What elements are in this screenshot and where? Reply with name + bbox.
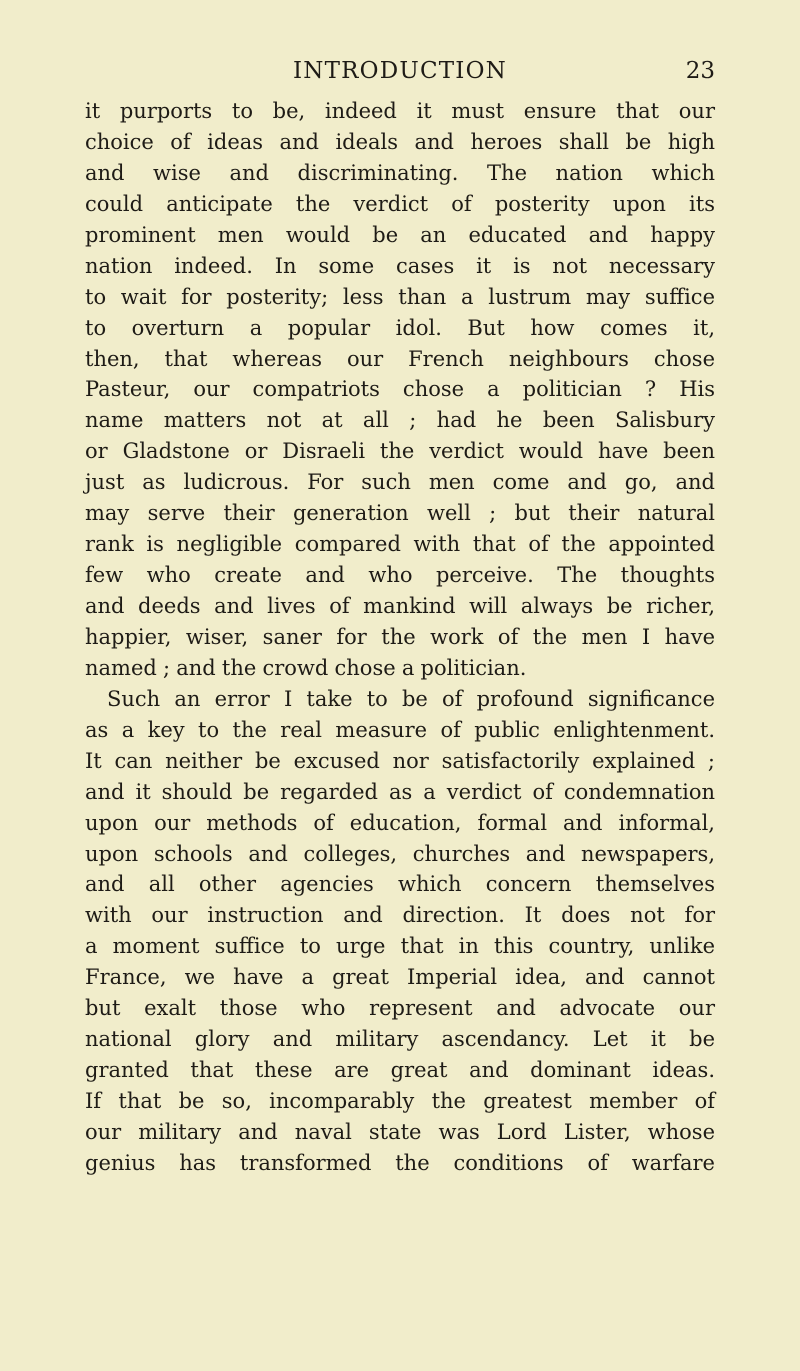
text-line: and deeds and lives of mankind will always be richer, <box>85 594 715 618</box>
text-line: genius has transformed the conditions of warfare <box>85 1150 715 1175</box>
text-line: nation indeed. In some cases it is not necessary <box>85 253 715 278</box>
paragraph-end-line: named ; and the crowd chose a politician. <box>85 655 527 680</box>
text-line: a moment suffice to urge that in this country, unlike <box>85 934 715 959</box>
body-text <box>85 96 715 1179</box>
text-line: upon schools and colleges, churches and newspapers, <box>85 841 715 866</box>
text-line: to wait for posterity; less than a lustrum may suffice <box>85 284 715 309</box>
text-line: as a key to the real measure of public enlightenment. <box>85 717 715 742</box>
page-number: 23 <box>685 58 715 84</box>
text-line: may serve their generation well ; but their natural <box>85 501 715 526</box>
text-line: rank is negligible compared with that of the appointed <box>85 532 715 557</box>
text-line: and wise and discriminating. The nation which <box>85 160 715 185</box>
text-line: name matters not at all ; had he been Salisbury <box>85 408 715 433</box>
text-line: happier, wiser, saner for the work of the men I have <box>85 624 715 649</box>
text-line: but exalt those who represent and advocate our <box>85 996 715 1021</box>
text-line: could anticipate the verdict of posterity upon its <box>85 191 715 216</box>
text-line: then, that whereas our French neighbours chose <box>85 346 715 371</box>
text-line: granted that these are great and dominant ideas. <box>85 1058 715 1083</box>
text-line: prominent men would be an educated and happy <box>85 222 715 247</box>
running-head: INTRODUCTION <box>293 58 507 84</box>
text-line: or Gladstone or Disraeli the verdict would have been <box>85 439 715 464</box>
text-line: few who create and who perceive. The thoughts <box>85 563 715 588</box>
text-line: our military and naval state was Lord Lister, whose <box>85 1119 715 1144</box>
text-line: just as ludicrous. For such men come and go, and <box>85 470 715 495</box>
text-line: and all other agencies which concern themselves <box>85 872 715 897</box>
text-line: and it should be regarded as a verdict of condemnation <box>85 779 715 804</box>
text-line: upon our methods of education, formal and informal, <box>85 810 715 835</box>
page-header <box>85 58 715 92</box>
text-line: choice of ideas and ideals and heroes shall be high <box>85 129 715 154</box>
text-line: If that be so, incomparably the greatest member of <box>85 1089 715 1113</box>
text-line: it purports to be, indeed it must ensure that our <box>85 99 715 123</box>
text-line: It can neither be excused nor satisfactorily explained ; <box>85 748 715 773</box>
paragraph-start-line: Such an error I take to be of profound significance <box>107 686 715 711</box>
text-line: national glory and military ascendancy. Let it be <box>85 1027 715 1052</box>
text-line: Pasteur, our compatriots chose a politician ? His <box>85 377 715 402</box>
text-line: with our instruction and direction. It does not for <box>85 903 715 928</box>
text-line: France, we have a great Imperial idea, and cannot <box>85 965 715 990</box>
text-line: to overturn a popular idol. But how comes it, <box>85 315 715 340</box>
